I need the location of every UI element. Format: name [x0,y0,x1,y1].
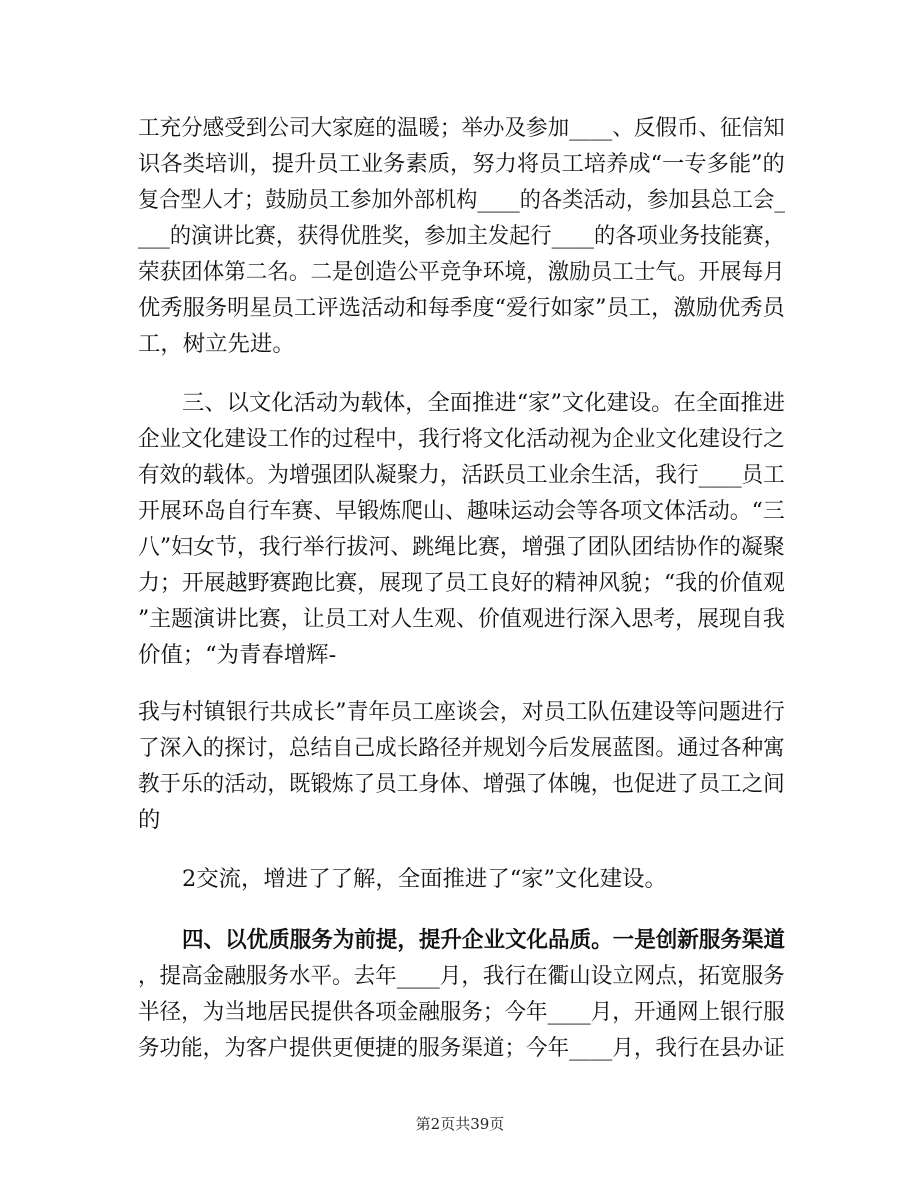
section-three-heading-line: 三、以文化活动为载体，全面推进“家”文化建设。在全面推进 [182,390,786,416]
text-line: ，提高金融服务水平。去年____月，我行在衢山设立网点，拓宽服务 [138,963,785,989]
text-line: 价值；“为青春增辉- [138,642,337,668]
text-line: ”主题演讲比赛，让员工对人生观、价值观进行深入思考，展现自我 [138,606,785,632]
text-line: 有效的载体。为增强团队凝聚力，活跃员工业余生活，我行____员工 [138,462,785,488]
text-line: 务功能，为客户提供更便捷的服务渠道；今年____月，我行在县办证 [138,1035,785,1061]
text-line: 教于乐的活动，既锻炼了员工身体、增强了体魄，也促进了员工之间 [138,771,785,797]
text-line: ___的演讲比赛，获得优胜奖，参加主发起行____的各项业务技能赛， [138,223,785,249]
text-line: 工，树立先进。 [138,331,295,357]
section-four-heading-line: 四、以优质服务为前提，提升企业文化品质。一是创新服务渠道 [182,927,785,953]
text-line: 识各类培训，提升员工业务素质，努力将员工培养成“一专多能”的 [138,151,785,177]
text-line: 2交流，增进了了解，全面推进了“家”文化建设。 [182,866,667,892]
text-line: 优秀服务明星员工评选活动和每季度“爱行如家”员工，激励优秀员 [138,295,785,321]
text-line: 八”妇女节，我行举行拔河、跳绳比赛，增强了团队团结协作的凝聚 [138,534,785,560]
text-line: 的 [138,807,161,833]
text-line: 企业文化建设工作的过程中，我行将文化活动视为企业文化建设行之 [138,426,785,452]
text-line: 复合型人才；鼓励员工参加外部机构____的各类活动，参加县总工会_ [138,187,785,213]
text-line: 我与村镇银行共成长”青年员工座谈会，对员工队伍建设等问题进行 [138,699,785,725]
text-line: 力；开展越野赛跑比赛，展现了员工良好的精神风貌；“我的价值观 [138,570,785,596]
text-line: 开展环岛自行车赛、早锻炼爬山、趣味运动会等各项文体活动。“三 [138,498,785,524]
page-number-footer: 第2页共39页 [415,1115,505,1133]
text-line: 荣获团体第二名。二是创造公平竞争环境，激励员工士气。开展每月 [138,259,785,285]
text-line: 了深入的探讨，总结自己成长路径并规划今后发展蓝图。通过各种寓 [138,735,785,761]
text-line: 工充分感受到公司大家庭的温暖；举办及参加____、反假币、征信知 [138,115,785,141]
text-line: 半径，为当地居民提供各项金融服务；今年____月，开通网上银行服 [138,999,785,1025]
